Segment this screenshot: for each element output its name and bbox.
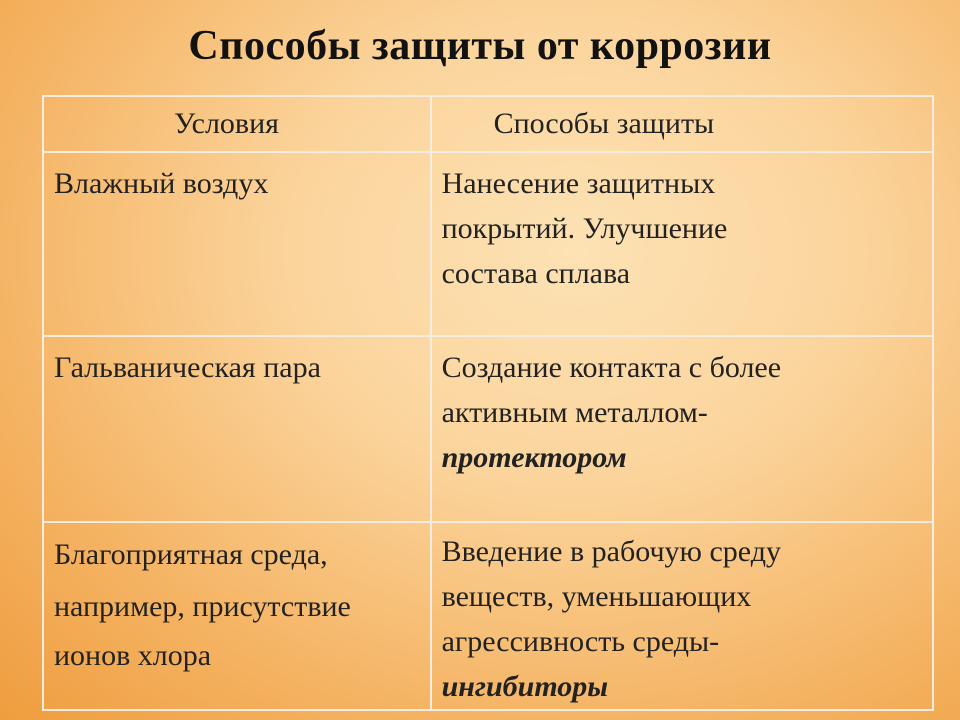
method-cell — [431, 152, 933, 336]
table-row — [43, 522, 933, 710]
condition-line: Влажный воздух — [54, 167, 269, 200]
header-methods: Способы защиты — [431, 96, 933, 152]
condition-line: ионов хлора — [54, 639, 212, 672]
page-title: Способы защиты от коррозии — [188, 23, 772, 69]
condition-cell — [43, 522, 431, 710]
corrosion-protection-table — [42, 95, 934, 711]
condition-cell — [43, 152, 431, 336]
condition-line: например, присутствие — [54, 590, 351, 623]
method-line: Введение в рабочую среду — [441, 535, 781, 568]
table-row — [43, 152, 933, 336]
method-cell — [431, 522, 933, 710]
method-emphasis: ингибиторы — [441, 670, 609, 703]
table-row — [43, 336, 933, 522]
condition-line: Гальваническая пара — [54, 351, 321, 384]
method-emphasis: протектором — [441, 441, 627, 474]
condition-line: Благоприятная среда, — [54, 538, 328, 571]
method-cell — [431, 336, 933, 522]
method-line: покрытий. Улучшение — [441, 212, 728, 245]
method-line: Нанесение защитных — [441, 167, 716, 200]
header-conditions: Условия — [43, 96, 431, 152]
method-line: состава сплава — [441, 257, 631, 290]
method-line: активным металлом- — [441, 396, 708, 429]
method-line: агрессивность среды- — [441, 625, 720, 658]
condition-cell — [43, 336, 431, 522]
table-header-row — [43, 96, 933, 152]
method-line: веществ, уменьшающих — [441, 580, 752, 613]
method-line: Создание контакта с более — [441, 351, 782, 384]
